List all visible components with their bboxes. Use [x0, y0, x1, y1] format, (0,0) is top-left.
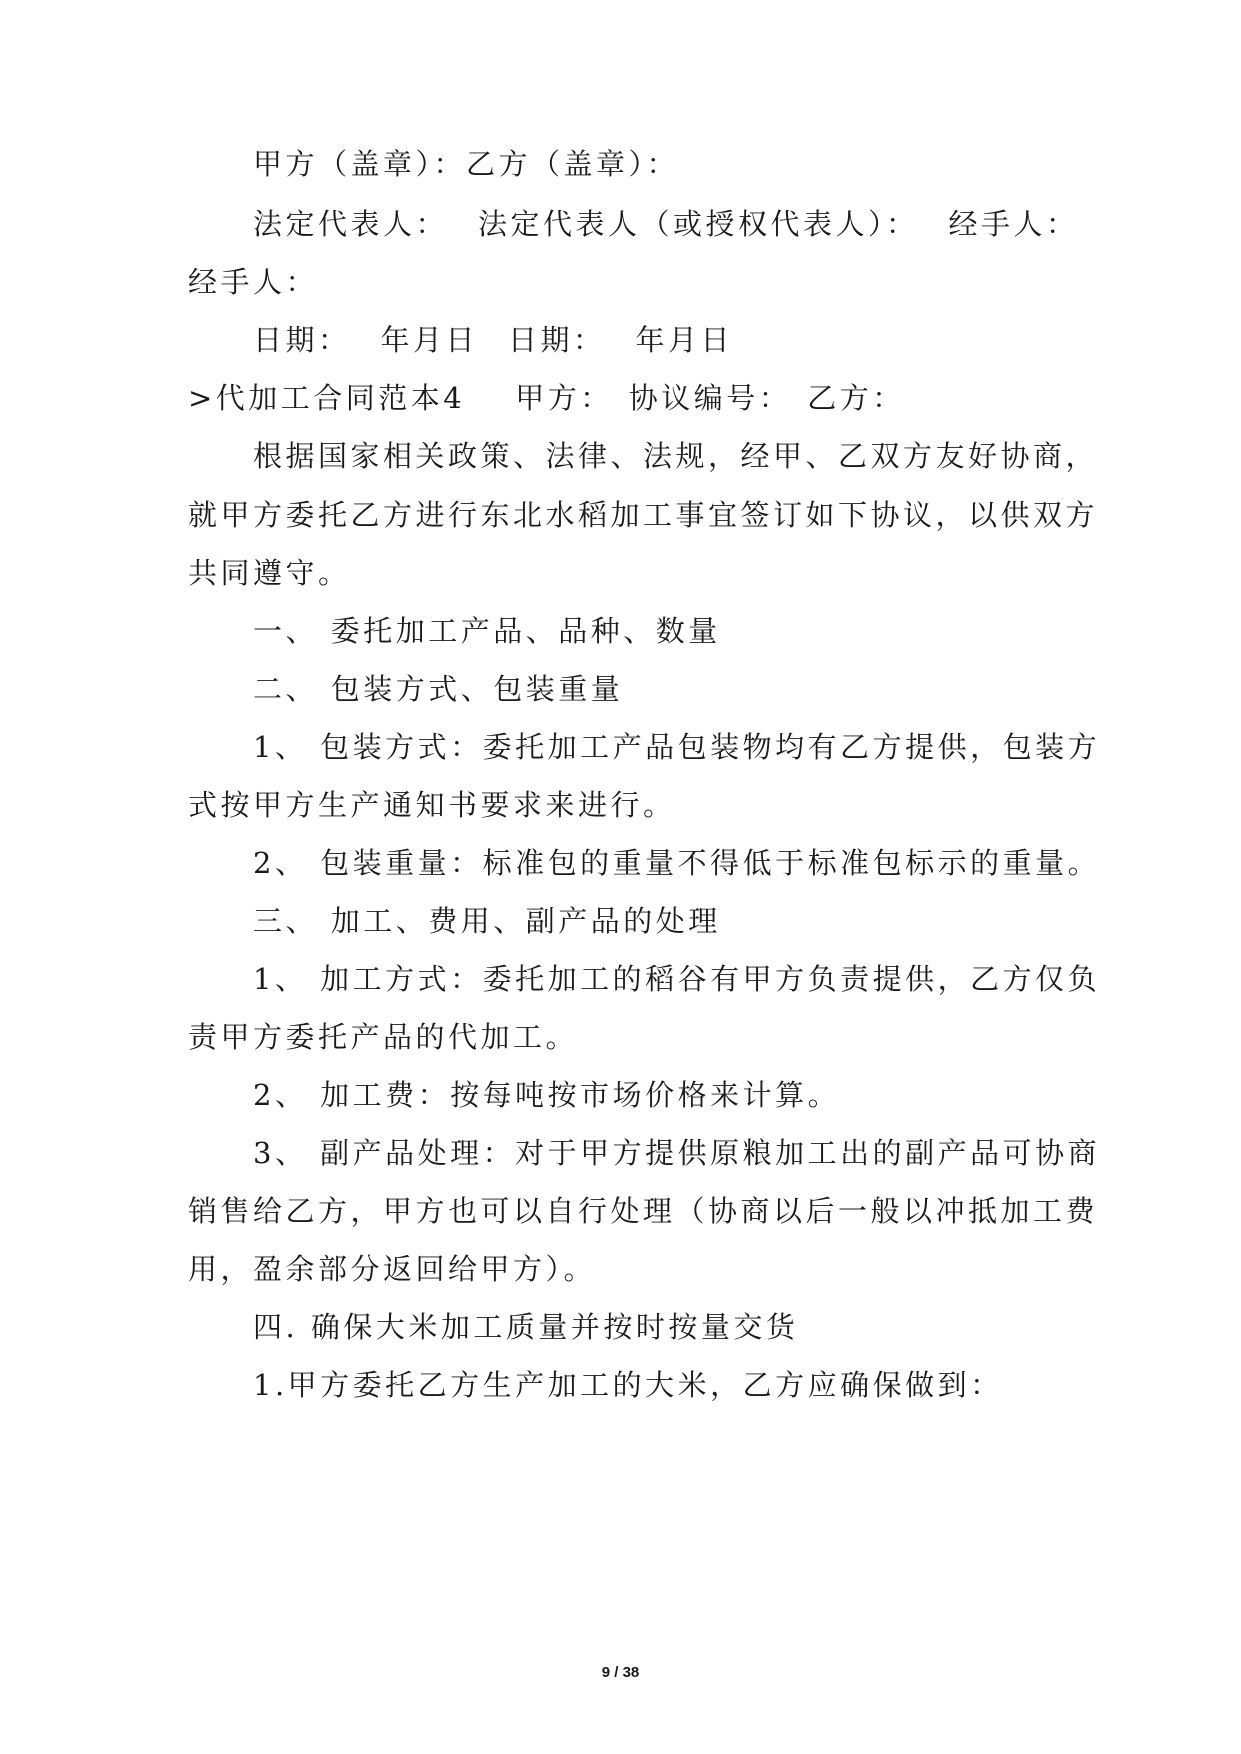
date-label-b: 日期：: [508, 323, 606, 357]
representative-line: [253, 204, 1153, 244]
paragraph-line: 式按甲方生产通知书要求来进行。: [188, 788, 676, 822]
handler-label-b: 经手人：: [188, 265, 319, 299]
date-label-a: 日期：: [253, 323, 351, 357]
paragraph-line: 2、 加工费：按每吨按市场价格来计算。: [253, 1078, 841, 1112]
paragraph-line: 1、 包装方式：委托加工产品包装物均有乙方提供，包装方: [253, 730, 1101, 764]
paragraph-line: 根据国家相关政策、法律、法规，经甲、乙双方友好协商，: [253, 439, 1099, 473]
signature-line: [253, 144, 1153, 184]
paragraph-line: 1.甲方委托乙方生产加工的大米，乙方应确保做到：: [253, 1368, 1003, 1402]
handler-label-a: 经手人：: [948, 207, 1079, 241]
party-a-label: 甲方：: [515, 381, 613, 415]
paragraph-line: 销售给乙方，甲方也可以自行处理（协商以后一般以冲抵加工费: [188, 1194, 1099, 1228]
section-heading: 三、 加工、费用、副产品的处理: [253, 904, 721, 938]
paragraph-line: 用，盈余部分返回给甲方）。: [188, 1252, 597, 1286]
paragraph-line: 1、 加工方式：委托加工的稻谷有甲方负责提供，乙方仅负: [253, 962, 1101, 996]
handler-line: [188, 262, 1088, 302]
paragraph-line: 责甲方委托产品的代加工。: [188, 1020, 579, 1054]
paragraph-line: 2、 包装重量：标准包的重量不得低于标准包标示的重量。: [253, 846, 1101, 880]
agreement-number-label: 协议编号：: [628, 381, 792, 415]
date-line: [253, 320, 1153, 360]
party-b-label: 乙方：: [807, 381, 905, 415]
section-heading: 二、 包装方式、包装重量: [253, 672, 624, 706]
date-value-b: 年月日: [635, 323, 734, 357]
paragraph-line: 就甲方委托乙方进行东北水稻加工事宜签订如下协议，以供双方: [188, 498, 1099, 532]
page-number: 9 / 38: [601, 1664, 640, 1681]
seal-text: 甲方（盖章）：乙方（盖章）：: [253, 147, 680, 181]
paragraph-line: 共同遵守。: [188, 556, 351, 590]
contract-heading-line: [188, 378, 1088, 418]
representative-label-b: 法定代表人（或授权代表人）：: [478, 207, 919, 241]
section-heading: 一、 委托加工产品、品种、数量: [253, 614, 721, 648]
contract-title: >代加工合同范本4: [188, 381, 466, 415]
paragraph-line: 3、 副产品处理：对于甲方提供原粮加工出的副产品可协商: [253, 1136, 1101, 1170]
date-value-a: 年月日: [380, 323, 479, 357]
representative-label-a: 法定代表人：: [253, 207, 449, 241]
section-heading: 四. 确保大米加工质量并按时按量交货: [253, 1310, 799, 1344]
